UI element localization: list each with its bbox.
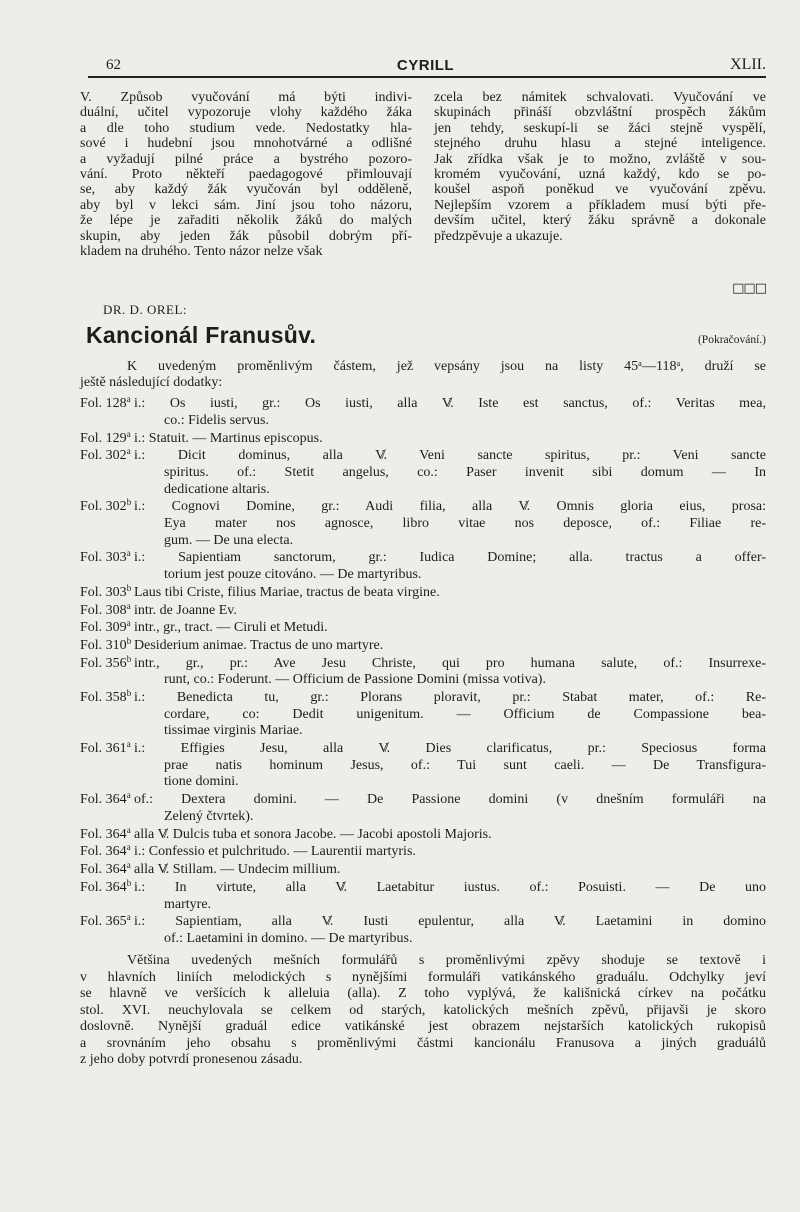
text-line: stejného druhu hlasu a stejné inteligence. [434, 136, 766, 152]
folio-entry [80, 620, 766, 637]
folio-label [80, 690, 134, 740]
folio-side: a [126, 824, 131, 835]
text-line: devším učitel, který žáku správně a dokonale [434, 213, 766, 229]
entry-line: i.: Dicit dominus, alla V̸. Veni sancte spiritus, pr.: Veni sancte [134, 448, 766, 464]
paragraph-line: v hlavních liniích melodických s nynějšími formuláři vatikánského graduálu. Odchylky jeví [80, 969, 766, 985]
entry-body [134, 656, 766, 689]
entry-line: cordare, co: Dedit unigenitum. — Officium de Compassione bea- [164, 706, 766, 722]
folio-side: a [126, 860, 131, 871]
text-line: skupin, aby jeden žák působil dobrým pří- [80, 228, 412, 244]
text-line: a dle toho studium vede. Nedostatky hla- [80, 120, 412, 136]
entry-body [134, 550, 766, 583]
folio-side: a [126, 618, 131, 629]
folio-side: a [126, 548, 131, 559]
folio-number: Fol. 129 [80, 430, 127, 446]
entry-line: tissimae virginis Mariae. [164, 723, 303, 739]
entry-line: runt, co.: Foderunt. — Officium de Passione Domini (missa votiva). [164, 672, 546, 688]
entry-body [134, 585, 766, 602]
folio-entry [80, 844, 766, 861]
entry-line: torium jest pouze citováno. — De martyribus. [164, 566, 422, 582]
folio-label [80, 653, 134, 689]
folio-number: Fol. 310 [80, 638, 127, 654]
folio-label [80, 862, 134, 879]
entry-line: i.: Benedicta tu, gr.: Plorans ploravit, pr.: Stabat mater, of.: Re- [134, 690, 766, 706]
text-line: zcela bez námitek schvalovati. Vyučování ve [434, 90, 766, 105]
entry-line: Laus tibi Criste, filius Mariae, tractus de beata virgine. [134, 584, 440, 600]
article-title: Kancionál Franusův. [86, 322, 317, 349]
entry-line: i.: In virtute, alla V̸. Laetabitur iustus. of.: Posuisti. — De uno [134, 879, 766, 895]
folio-entry [80, 653, 766, 689]
paragraph-line: stol. XVI. neuchylovala se celkem od starých, katolických mešních zpěvů, přijavši je skoro [80, 1002, 766, 1018]
entry-body [134, 690, 766, 740]
entry-line: co.: Fidelis servus. [164, 412, 269, 428]
continuation-note: (Pokračování.) [697, 334, 766, 347]
folio-side: a [126, 790, 131, 801]
folio-entry [80, 428, 766, 448]
folio-side: b [126, 497, 132, 508]
entry-line: i.: Statuit. — Martinus episcopus. [134, 430, 323, 446]
text-line: sové i hudební jsou mnohotvárné a odlišné [80, 136, 412, 152]
folio-entry [80, 396, 766, 429]
text-line: Nejlepším vzorem a příkladem musí býti pře- [434, 197, 766, 213]
entry-body [134, 844, 766, 861]
text-line: se, aby každý žák vyučován byl odděleně, [80, 182, 412, 198]
entry-body [134, 792, 766, 825]
entry-line: tione domini. [164, 774, 239, 790]
folio-side: b [126, 877, 132, 888]
folio-entry [80, 741, 766, 791]
paragraph-line: doslovně. Nynější graduál edice vatikánské jest obrazem nejstarších katolických rukopisů [80, 1019, 766, 1035]
folio-entry [80, 638, 766, 655]
folio-entry [80, 824, 766, 844]
folio-label [80, 499, 134, 549]
entry-line: of.: Laetamini in domino. — De martyribus. [164, 930, 413, 946]
folio-number: Fol. 303 [80, 584, 127, 600]
paragraph-line: se hlavně ve veršících k alleluia (alla). Z toho vyplývá, že kališnická církev na počátku [80, 986, 766, 1002]
entry-body [134, 603, 766, 620]
page-header [88, 56, 766, 78]
folio-entry [80, 792, 766, 825]
entry-line: prae natis hominum Jesus, of.: Tui sunt caeli. — De Transfigura- [164, 757, 766, 773]
text-line: Jak zřídka však je to možno, zvláště v sou- [434, 151, 766, 167]
text-line: předzpěvuje a ukazuje. [434, 228, 563, 244]
entry-line: gum. — De una electa. [164, 532, 294, 548]
folio-side: a [126, 739, 131, 750]
entry-line: i.: Sapientiam sanctorum, gr.: Iudica Domine; alla. tractus a offer- [134, 550, 766, 566]
entry-line: intr., gr., tract. — Ciruli et Metudi. [134, 620, 328, 636]
folio-label [80, 396, 134, 429]
entry-line: alla V̸. Dulcis tuba et sonora Jacobe. — Jacobi apostoli Majoris. [134, 826, 492, 842]
folio-number: Fol. 302 [80, 499, 127, 515]
page-number: 62 [106, 57, 121, 73]
two-column-text [80, 90, 766, 259]
entry-line: martyre. [164, 896, 212, 912]
entry-line: i.: Sapientiam, alla V̸. Iusti epulentur, alla V̸. Laetamini in domino [134, 914, 766, 930]
closing-paragraph [80, 953, 766, 1068]
text-line: V. Způsob vyučování má býti indivi- [80, 90, 412, 105]
entry-line: intr. de Joanne Ev. [134, 602, 237, 618]
entry-body [134, 620, 766, 637]
entry-line: i.: Confessio et pulchritudo. — Laurentii martyris. [134, 844, 416, 860]
entry-body [134, 741, 766, 791]
folio-number: Fol. 364 [80, 792, 127, 808]
folio-number: Fol. 356 [80, 655, 127, 671]
paragraph-line: z jeho doby potvrdí pronesenou zásadu. [80, 1051, 303, 1067]
text-line: duální, učitel vypozoruje vlohy každého žáka [80, 105, 412, 121]
folio-label [80, 550, 134, 583]
left-column [80, 90, 412, 259]
folio-entry [80, 448, 766, 498]
text-line: a vyžadují pilné práce a bystrého pozoro- [80, 151, 412, 167]
folio-number: Fol. 364 [80, 862, 127, 878]
entry-body [134, 499, 766, 549]
folio-entry [80, 690, 766, 740]
folio-entry [80, 862, 766, 879]
folio-entry [80, 582, 766, 602]
folio-label [80, 620, 134, 637]
entry-line: i.: Os iusti, gr.: Os iusti, alla V̸. Iste est sanctus, of.: Veritas mea, [134, 396, 766, 412]
folio-number: Fol. 302 [80, 448, 127, 464]
folio-number: Fol. 364 [80, 826, 127, 842]
text-line: skupinách přináší obzvláštní prospěch žákům [434, 105, 766, 121]
right-column [434, 90, 766, 259]
folio-number: Fol. 303 [80, 550, 127, 566]
entry-line: i.: Effigies Jesu, alla V̸. Dies clarificatus, pr.: Speciosus forma [134, 741, 766, 757]
folio-entry [80, 877, 766, 913]
entry-line: intr., gr., pr.: Ave Jesu Christe, qui pro humana salute, of.: Insurrexe- [134, 655, 766, 671]
entry-body [134, 448, 766, 498]
folio-side: b [126, 688, 132, 699]
paragraph-line: Většina uvedených mešních formulářů s proměnlivými zpěvy shoduje se textově i [127, 953, 766, 969]
running-title: CYRILL [396, 57, 455, 74]
entry-body [134, 638, 766, 655]
folio-side: a [126, 912, 131, 923]
folio-number: Fol. 364 [80, 844, 127, 860]
entry-line: Zelený čtvrtek). [164, 808, 254, 824]
entry-line: spiritus. of.: Stetit angelus, co.: Paser invenit sibi domum — In [164, 465, 766, 481]
entry-line: dedicatione altaris. [164, 481, 270, 497]
folio-side: a [126, 428, 131, 439]
folio-label [80, 741, 134, 791]
text-line: vání. Proto někteří paedagogové přimlouvají [80, 167, 412, 183]
section-end-mark: □□□ [732, 281, 766, 297]
folio-label [80, 844, 134, 861]
folio-number: Fol. 308 [80, 602, 127, 618]
folio-number: Fol. 361 [80, 741, 127, 757]
folio-side: a [126, 600, 131, 611]
folio-label [80, 428, 134, 448]
folio-number: Fol. 128 [80, 396, 127, 412]
folio-entry [80, 499, 766, 549]
entry-body [134, 396, 766, 429]
folio-number: Fol. 309 [80, 620, 127, 636]
entry-line: i.: Cognovi Domine, gr.: Audi filia, alla V̸. Omnis gloria eius, prosa: [134, 499, 766, 515]
folio-label [80, 638, 134, 655]
folio-side: a [126, 842, 131, 853]
entry-line: of.: Dextera domini. — De Passione domini (v dnešním formuláři na [134, 792, 766, 808]
text-line: kladem na druhého. Tento názor nelze však [80, 244, 323, 260]
paragraph-line: a srovnáním jeho obsahu s proměnlivými částmi kancionálu Franusova a jiných graduálů [80, 1035, 766, 1051]
title-row [80, 322, 766, 349]
folio-side: a [126, 394, 131, 405]
text-line: aby byl v lekci sám. Jiní jsou toho názoru, [80, 197, 412, 213]
folio-entry [80, 550, 766, 583]
folio-number: Fol. 365 [80, 914, 127, 930]
folio-entry [80, 600, 766, 620]
folio-number: Fol. 358 [80, 690, 127, 706]
folio-list [80, 396, 766, 947]
entry-body [134, 880, 766, 913]
folio-side: b [126, 636, 132, 647]
entry-line: alla V̸. Stillam. — Undecim millium. [134, 862, 341, 878]
intro-line: K uvedeným proměnlivým částem, jež vepsány jsou na listy 45ᵃ—118ᵃ, druží se [127, 359, 766, 375]
folio-number: Fol. 364 [80, 879, 127, 895]
folio-side: a [126, 446, 131, 457]
folio-label [80, 582, 134, 602]
entry-line: Desiderium animae. Tractus de uno martyre. [134, 638, 384, 654]
article-intro [80, 359, 766, 390]
article-author: DR. D. OREL: [103, 302, 187, 318]
text-line: kromém vyučování, uzná každý, kdo se po- [434, 167, 766, 183]
entry-line: Eya mater nos agnosce, libro vitae nos deposce, of.: Filiae re- [164, 516, 766, 531]
text-line: že lépe je zařaditi několik žáků do malých [80, 213, 412, 229]
folio-label [80, 600, 134, 620]
entry-body [134, 862, 766, 879]
folio-label [80, 877, 134, 913]
entry-body [134, 827, 766, 844]
entry-body [134, 914, 766, 947]
folio-label [80, 448, 134, 498]
folio-label [80, 824, 134, 844]
folio-side: b [126, 582, 132, 593]
folio-label [80, 914, 134, 947]
text-line: koušel aspoň poněkud ve vyučování zpěvu. [434, 182, 766, 198]
text-line: jen tehdy, seskupí-li se žáci stejně vyspělí, [434, 120, 766, 136]
volume-number: XLII. [730, 56, 766, 73]
intro-line: ještě následující dodatky: [80, 374, 223, 390]
folio-side: b [126, 653, 132, 664]
folio-entry [80, 914, 766, 947]
folio-label [80, 792, 134, 825]
entry-body [134, 431, 766, 448]
